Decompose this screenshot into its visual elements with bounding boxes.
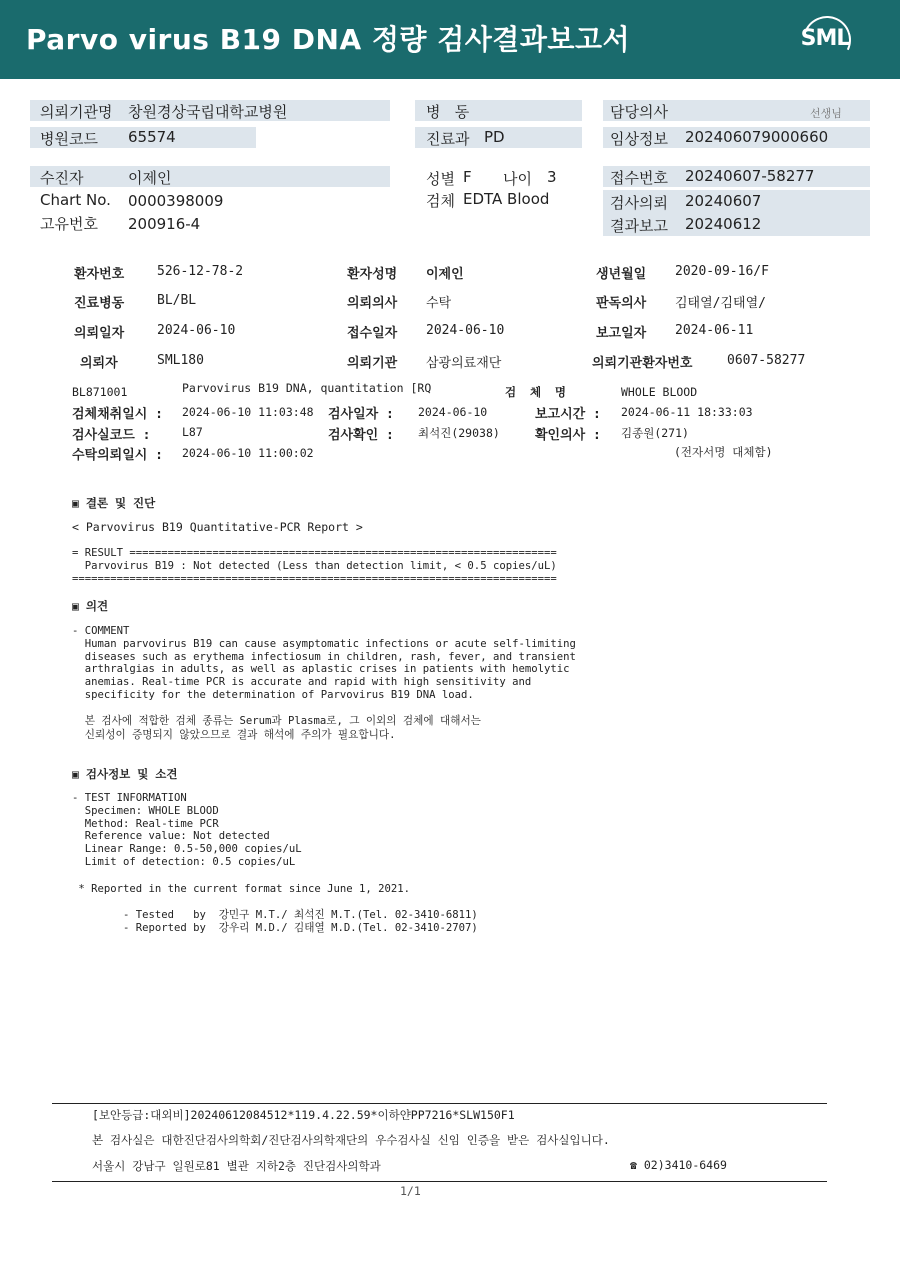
receipt-value: 20240607-58277 bbox=[685, 167, 815, 185]
request-label: 검사의뢰 bbox=[610, 194, 668, 212]
report-row4-value2: 삼광의료재단 bbox=[426, 356, 502, 371]
result-value: 20240612 bbox=[685, 215, 762, 233]
footer-top-rule bbox=[52, 1103, 827, 1104]
consign-label: 수탁의뢰일시 : bbox=[72, 448, 164, 463]
doctor-label: 담당의사 bbox=[610, 103, 668, 121]
section-opinion: ▣ 의견 bbox=[72, 599, 109, 613]
chart-label: Chart No. bbox=[40, 191, 111, 209]
section-conclusion: ▣ 결론 및 진단 bbox=[72, 496, 156, 510]
age-label: 나이 bbox=[503, 170, 532, 188]
specimen-value: EDTA Blood bbox=[463, 190, 550, 208]
report-row1-label1: 환자번호 bbox=[74, 267, 125, 282]
report-row3-label1: 의뢰일자 bbox=[74, 326, 125, 341]
report-subtitle: < Parvovirus B19 Quantitative-PCR Report > bbox=[72, 520, 363, 534]
report-row2-value3: 김태열/김태열/ bbox=[675, 296, 767, 311]
hospital-code-label: 병원코드 bbox=[40, 130, 98, 148]
report-row3-value2: 2024-06-10 bbox=[426, 323, 505, 338]
dept-value: PD bbox=[484, 128, 505, 146]
report-row2-label2: 의뢰의사 bbox=[347, 296, 398, 311]
phone-number: 02)3410-6469 bbox=[643, 1158, 727, 1172]
confirm-doctor-label: 확인의사 : bbox=[535, 428, 601, 443]
request-value: 20240607 bbox=[685, 192, 762, 210]
comment-korean: 본 검사에 적합한 검체 종류는 Serum과 Plasma로, 그 이외의 검체에 대해서는 신뢰성이 증명되지 않았으므로 결과 해석에 주의가 필요합니다. bbox=[84, 715, 481, 741]
report-header bbox=[0, 0, 900, 79]
dept-label: 진료과 bbox=[426, 130, 470, 148]
doctor-suffix: 선생님 bbox=[810, 107, 842, 120]
report-row4-label3: 의뢰기관환자번호 bbox=[592, 356, 693, 371]
report-row1-value1: 526-12-78-2 bbox=[157, 264, 244, 279]
report-row2-label3: 판독의사 bbox=[596, 296, 647, 311]
sex-label: 성별 bbox=[426, 170, 455, 188]
consign-value: 2024-06-10 11:00:02 bbox=[182, 446, 314, 460]
address-line: 서울시 강남구 일원로81 별관 지하2층 진단검사의학과 bbox=[92, 1159, 381, 1173]
phone-line bbox=[630, 1158, 727, 1172]
report-row4-label2: 의뢰기관 bbox=[347, 356, 398, 371]
clinical-value: 202406079000660 bbox=[685, 128, 829, 146]
confirm-doctor-value: 김종원(271) bbox=[621, 426, 689, 440]
confirm-label: 검사확인 : bbox=[328, 428, 394, 443]
report-row1-label3: 생년월일 bbox=[596, 267, 647, 282]
chart-value: 0000398009 bbox=[128, 192, 224, 210]
report-row4-value3: 0607-58277 bbox=[727, 353, 806, 368]
patient-value: 이제인 bbox=[128, 169, 172, 187]
report-row2-value1: BL/BL bbox=[157, 293, 197, 308]
report-row4-label1: 의뢰자 bbox=[80, 356, 118, 371]
sml-logo bbox=[798, 14, 852, 64]
clinical-label: 임상정보 bbox=[610, 130, 668, 148]
institution-label: 의뢰기관명 bbox=[40, 103, 113, 121]
result-label: 결과보고 bbox=[610, 217, 668, 235]
specimen-name-label: 검 체 명 bbox=[505, 385, 567, 399]
lab-code-label: 검사실코드 : bbox=[72, 428, 151, 443]
esign-note: (전자서명 대체함) bbox=[674, 445, 773, 459]
specimen-label: 검체 bbox=[426, 192, 455, 210]
institution-value: 창원경상국립대학교병원 bbox=[128, 103, 288, 121]
report-row1-label2: 환자성명 bbox=[347, 267, 398, 282]
report-row3-label2: 접수일자 bbox=[347, 326, 398, 341]
phone-icon: ☎ bbox=[630, 1158, 637, 1172]
test-date-value: 2024-06-10 bbox=[418, 405, 488, 419]
test-code: BL871001 bbox=[72, 385, 128, 399]
lab-code-value: L87 bbox=[182, 425, 203, 439]
result-block: = RESULT =================================================================== Parvovirus B19 : Not detected (Less than detection limit, < 0.5 copies/uL) ============================================================================ bbox=[72, 547, 557, 585]
report-row1-value3: 2020-09-16/F bbox=[675, 264, 769, 279]
page-number: 1/1 bbox=[400, 1184, 421, 1198]
confirm-value: 최석진(29038) bbox=[418, 426, 500, 440]
report-row4-value1: SML180 bbox=[157, 353, 204, 368]
report-time-value: 2024-06-11 18:33:03 bbox=[621, 405, 753, 419]
age-value: 3 bbox=[547, 168, 557, 186]
report-row1-value2: 이제인 bbox=[426, 267, 464, 282]
comment-block: - COMMENT Human parvovirus B19 can cause asymptomatic infections or acute self-limiting diseases such as erythema infectiosum in children, rash, fever, and transient arthralgias in adults, as well as aplastic crises in patients with hemolytic anemias. Real-time PCR is accurate and rapid with high sensitivity and specificity for the determination of Parvovirus B19 DNA load. bbox=[72, 625, 576, 701]
logo-text: SML bbox=[800, 26, 850, 51]
report-time-label: 보고시간 : bbox=[535, 407, 601, 422]
signature-block: - Tested by 강민구 M.T./ 최석진 M.T.(Tel. 02-3410-6811) - Reported by 강우리 M.D./ 김태열 M.D.(Tel. 02-3410-2707) bbox=[123, 909, 478, 934]
unique-label: 고유번호 bbox=[40, 215, 98, 233]
test-name: Parvovirus B19 DNA, quantitation [RQ bbox=[182, 381, 432, 395]
reported-note: * Reported in the current format since June 1, 2021. bbox=[72, 883, 411, 895]
security-line: [보안등급:대외비]20240612084512*119.4.22.59*이하얀PP7216*SLW150F1 bbox=[92, 1108, 515, 1122]
report-row3-label3: 보고일자 bbox=[596, 326, 647, 341]
sex-value: F bbox=[463, 168, 472, 186]
report-row3-value1: 2024-06-10 bbox=[157, 323, 236, 338]
certification-line: 본 검사실은 대한진단검사의학회/진단검사의학재단의 우수검사실 신임 인증을 받은 검사실입니다. bbox=[92, 1133, 610, 1147]
report-row2-label1: 진료병동 bbox=[74, 296, 125, 311]
receipt-label: 접수번호 bbox=[610, 169, 668, 187]
report-title: Parvo virus B19 DNA 정량 검사결과보고서 bbox=[26, 23, 631, 56]
section-test-info: ▣ 검사정보 및 소견 bbox=[72, 767, 178, 781]
footer-bottom-rule bbox=[52, 1181, 827, 1182]
hospital-code-value: 65574 bbox=[128, 128, 176, 146]
report-row3-value3: 2024-06-11 bbox=[675, 323, 754, 338]
patient-bar bbox=[30, 166, 390, 187]
test-date-label: 검사일자 : bbox=[328, 407, 394, 422]
specimen-name-value: WHOLE BLOOD bbox=[621, 385, 698, 399]
patient-label: 수진자 bbox=[40, 169, 84, 187]
collect-label: 검체채취일시 : bbox=[72, 407, 164, 422]
collect-value: 2024-06-10 11:03:48 bbox=[182, 405, 314, 419]
ward-label: 병 동 bbox=[426, 103, 470, 121]
report-row2-value2: 수탁 bbox=[426, 296, 452, 311]
test-info-block: - TEST INFORMATION Specimen: WHOLE BLOOD Method: Real-time PCR Reference value: Not detected Linear Range: 0.5-50,000 copies/uL Limit of detection: 0.5 copies/uL bbox=[72, 792, 302, 868]
unique-value: 200916-4 bbox=[128, 215, 201, 233]
